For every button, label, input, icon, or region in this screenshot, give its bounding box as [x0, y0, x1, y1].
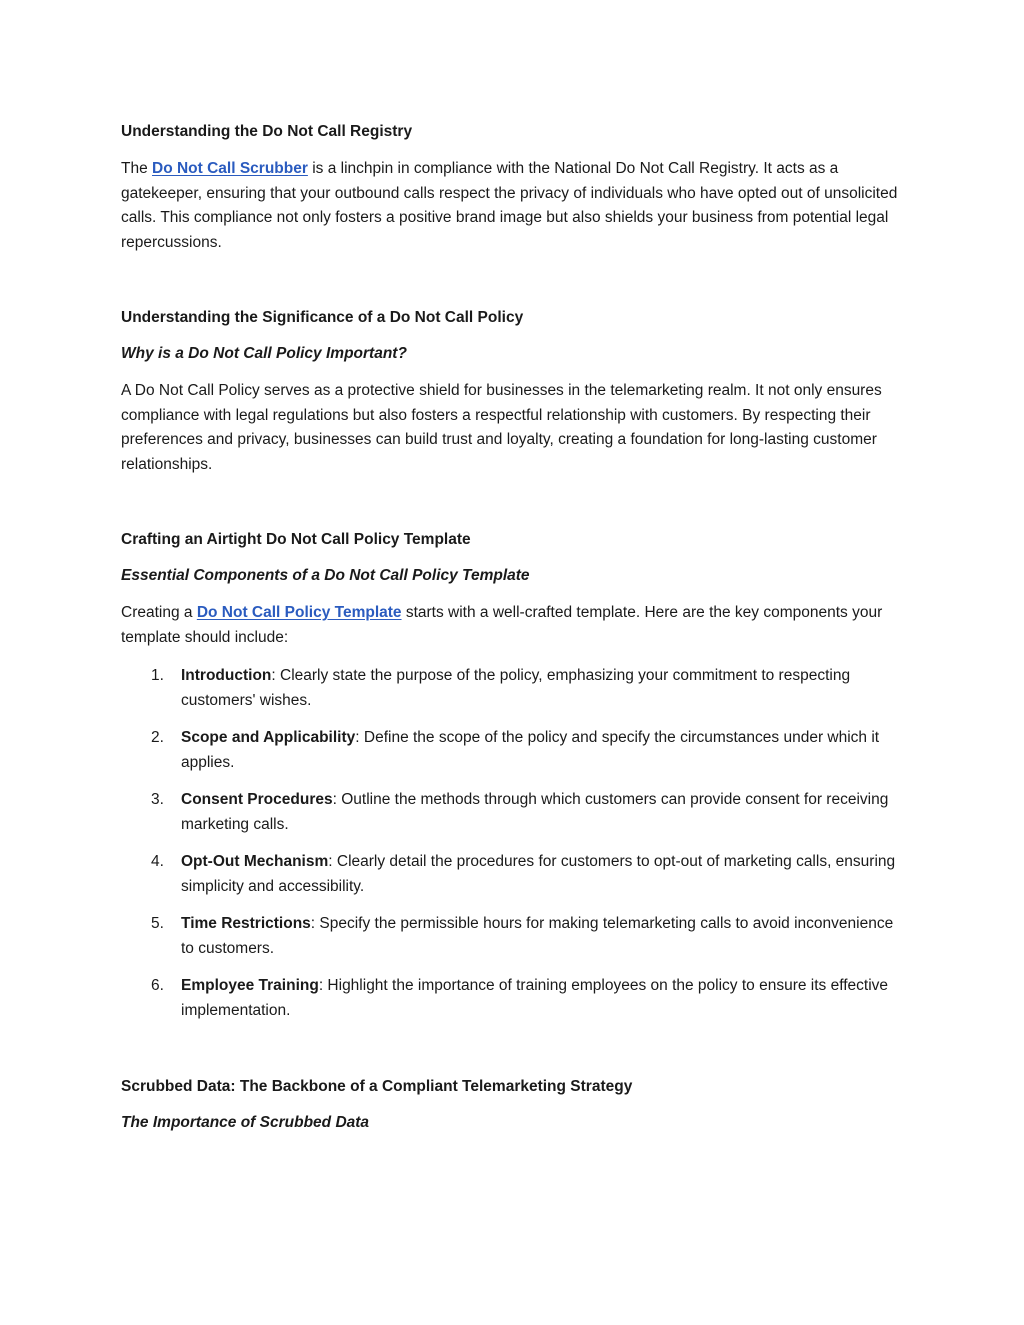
- section-heading-scrubbed-data: Scrubbed Data: The Backbone of a Compliant Telemarketing Strategy: [121, 1078, 633, 1095]
- paragraph-significance: A Do Not Call Policy serves as a protective shield for businesses in the telemarketing realm. It not only ensures compliance with legal regulations but also fosters a respectful relationship with customers. By respecting their preferences and privacy, businesses can build trust and loyalty, creating a foundation for long-lasting customer relationships.: [121, 382, 882, 473]
- list-term: Time Restrictions: [181, 915, 311, 932]
- list-term: Opt-Out Mechanism: [181, 853, 329, 870]
- section-heading-significance: Understanding the Significance of a Do Not Call Policy: [121, 309, 524, 326]
- list-number: 6.: [151, 977, 164, 994]
- paragraph-text: starts with a well-crafted template. Here are the key components your template should include:: [121, 604, 883, 646]
- list-item: [121, 664, 906, 713]
- document-page: [121, 121, 906, 1134]
- list-number: 3.: [151, 791, 164, 808]
- list-term: Consent Procedures: [181, 791, 333, 808]
- paragraph-text: is a linchpin in compliance with the National Do Not Call Registry. It acts as a gatekeeper, ensuring that your outbound calls respect the privacy of individuals who have opted out of unsolicited calls. This compliance not only fosters a positive brand image but also shields your business from potential legal repercussions.: [121, 160, 898, 251]
- subheading-essential-components: Essential Components of a Do Not Call Policy Template: [121, 567, 530, 584]
- list-text: : Define the scope of the policy and specify the circumstances under which it applies.: [181, 729, 880, 771]
- list-item: [121, 850, 906, 899]
- list-term: Employee Training: [181, 977, 319, 994]
- components-list: [121, 664, 906, 1023]
- list-item: [121, 788, 906, 837]
- list-number: 2.: [151, 729, 164, 746]
- list-item: [121, 974, 906, 1023]
- list-text: : Highlight the importance of training employees on the policy to ensure its effective implementation.: [181, 977, 889, 1019]
- list-text: : Clearly state the purpose of the policy, emphasizing your commitment to respecting customers' wishes.: [181, 667, 851, 709]
- list-item: [121, 726, 906, 775]
- paragraph-text: The: [121, 160, 153, 177]
- section-heading-registry: Understanding the Do Not Call Registry: [121, 123, 413, 140]
- subheading-importance-scrubbed: The Importance of Scrubbed Data: [121, 1114, 370, 1131]
- list-text: : Specify the permissible hours for making telemarketing calls to avoid inconvenience to customers.: [181, 915, 894, 957]
- do-not-call-scrubber-link[interactable]: Do Not Call Scrubber: [152, 160, 308, 177]
- paragraph-text: Creating a: [121, 604, 197, 621]
- list-text: : Clearly detail the procedures for customers to opt-out of marketing calls, ensuring simplicity and accessibility.: [181, 853, 896, 895]
- paragraph-crafting: [121, 601, 906, 650]
- list-number: 5.: [151, 915, 164, 932]
- subheading-why-important: Why is a Do Not Call Policy Important?: [121, 345, 407, 362]
- do-not-call-policy-template-link[interactable]: Do Not Call Policy Template: [196, 604, 402, 621]
- list-item: [121, 912, 906, 961]
- paragraph-registry: [121, 157, 906, 255]
- list-term: Introduction: [181, 667, 272, 684]
- list-text: : Outline the methods through which customers can provide consent for receiving marketing calls.: [181, 791, 889, 833]
- list-number: 4.: [151, 853, 164, 870]
- section-heading-crafting: Crafting an Airtight Do Not Call Policy Template: [121, 531, 471, 548]
- list-number: 1.: [151, 667, 164, 684]
- list-term: Scope and Applicability: [181, 729, 356, 746]
